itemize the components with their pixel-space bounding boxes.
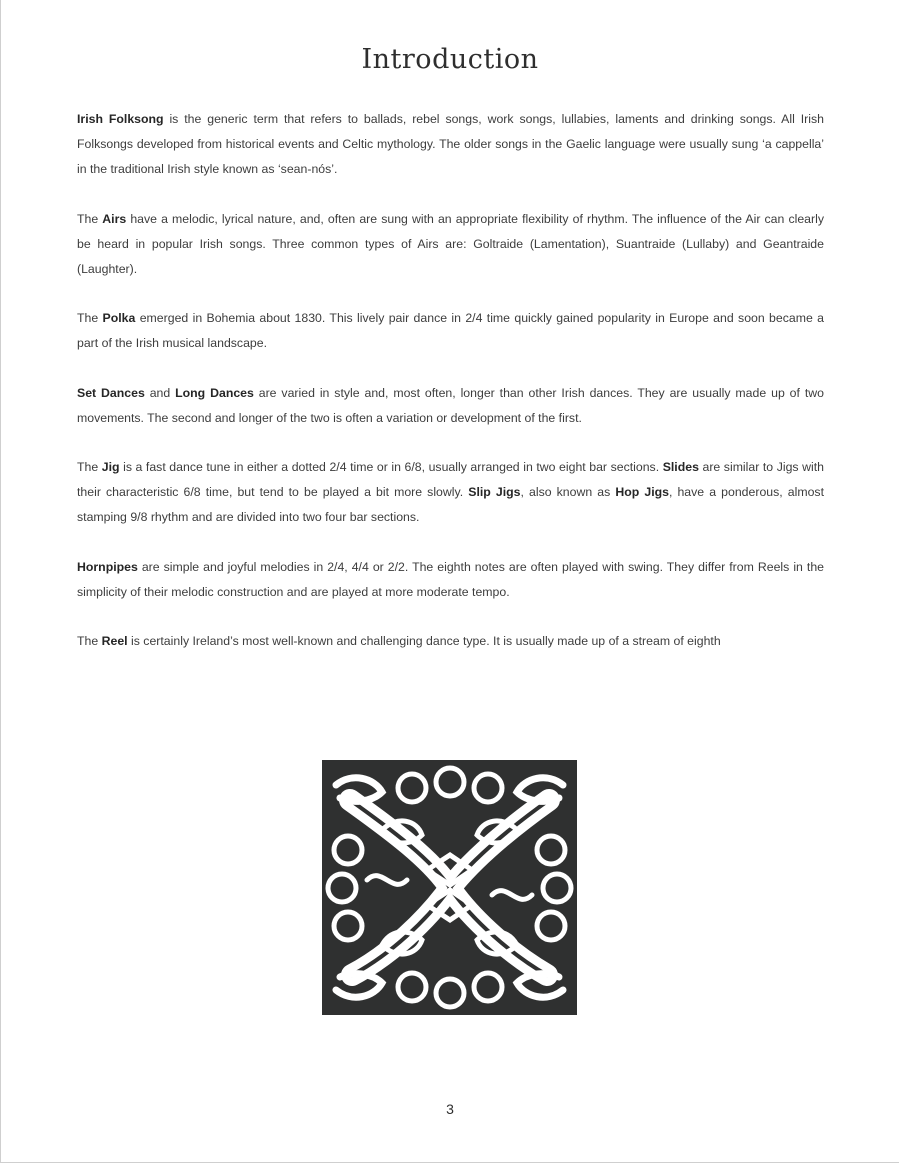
text-run: and xyxy=(144,385,176,400)
paragraph xyxy=(77,207,824,282)
body-text xyxy=(77,107,824,679)
bold-term: Airs xyxy=(102,211,127,226)
text-run: , also known as xyxy=(520,485,616,499)
paragraph xyxy=(77,381,824,431)
bold-term: Set Dances xyxy=(77,385,145,400)
text-run: The xyxy=(77,311,103,325)
page-title: Introduction xyxy=(361,44,539,75)
text-run: , have a ponderous, almost stamping 9/8 rhythm and are divided into two four bar sections. xyxy=(77,485,824,524)
bold-term: Reel xyxy=(101,634,128,648)
bold-term: Slides xyxy=(662,460,699,474)
bold-term: Irish Folksong xyxy=(77,112,164,126)
bold-term: Polka xyxy=(102,311,136,325)
text-run: are similar to Jigs with their characteristic 6/8 time, but tend to be played a bit more slowly. xyxy=(77,460,825,499)
text-run: The xyxy=(77,211,103,226)
paragraph xyxy=(77,306,824,356)
bold-term: Hornpipes xyxy=(77,559,138,574)
paragraph xyxy=(77,455,824,530)
bold-term: Long Dances xyxy=(175,385,254,400)
page-number: 3 xyxy=(446,1101,454,1117)
bold-term: Slip Jigs xyxy=(468,485,521,499)
text-run: The xyxy=(77,634,102,648)
text-run: are simple and joyful melodies in 2/4, 4/4 or 2/2. The eighth notes are often played with swing. They differ from Reels in the simplicity of their melodic construction and are played at more moderate tempo. xyxy=(77,559,824,599)
celtic-knot-icon xyxy=(322,760,577,1015)
bold-term: Hop Jigs xyxy=(615,485,669,499)
text-run: is the generic term that refers to ballads, rebel songs, work songs, lullabies, laments and drinking songs. All Irish Folksongs developed from historical events and Celtic mythology. The older songs in the Gaelic language were usually sung ‘a cappella’ in the traditional Irish style known as ‘sean-nós’. xyxy=(77,112,824,176)
paragraph xyxy=(77,107,824,182)
paragraph xyxy=(77,555,824,605)
text-run: are varied in style and, most often, longer than other Irish dances. They are usually made up of two movements. The second and longer of the two is often a variation or development of the first. xyxy=(77,385,824,425)
text-run: emerged in Bohemia about 1830. This lively pair dance in 2/4 time quickly gained popularity in Europe and soon became a part of the Irish musical landscape. xyxy=(77,311,824,350)
bold-term: Jig xyxy=(101,460,120,474)
text-run: The xyxy=(77,460,102,474)
text-run: is a fast dance tune in either a dotted 2/4 time or in 6/8, usually arranged in two eight bar sections. xyxy=(119,460,663,474)
text-run: is certainly Ireland’s most well-known and challenging dance type. It is usually made up of a stream of eighth xyxy=(127,634,721,648)
paragraph xyxy=(77,629,824,654)
text-run: have a melodic, lyrical nature, and, often are sung with an appropriate flexibility of rhythm. The influence of the Air can clearly be heard in popular Irish songs. Three common types of Airs are: Goltraide (Lamentation), Suantraide (Lullaby) and Geantraide (Laughter). xyxy=(77,211,824,276)
